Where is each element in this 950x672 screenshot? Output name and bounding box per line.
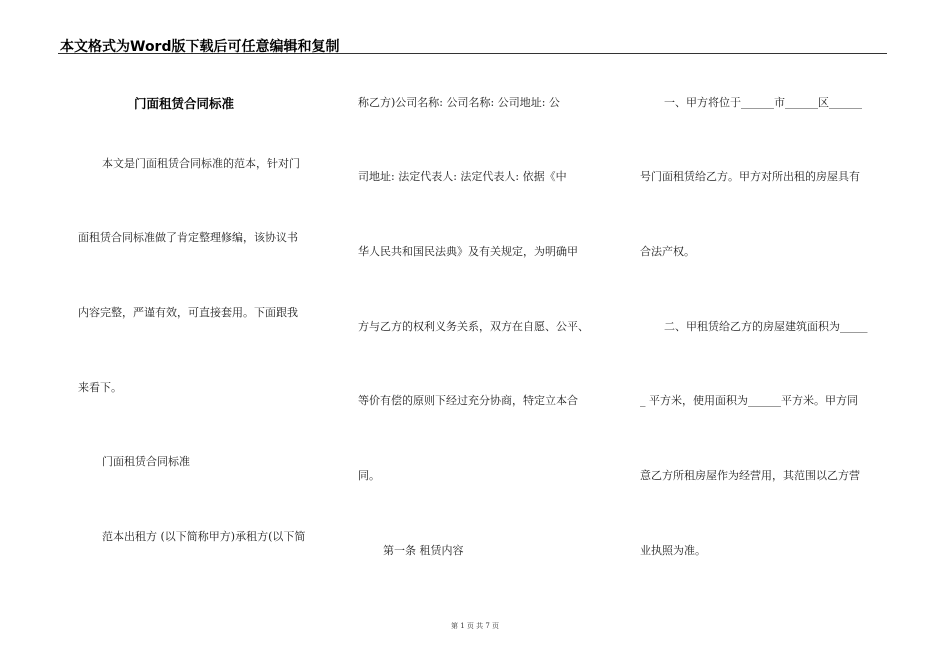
paragraph-line: 号门面租赁给乙方。甲方对所出租的房屋具有 [640, 170, 860, 183]
paragraph-line: 方与乙方的权利义务关系，双方在自愿、公平、 [358, 320, 589, 333]
paragraph-line: 等价有偿的原则下经过充分协商，特定立本合 [358, 394, 578, 407]
paragraph-line: 范本出租方 (以下简称甲方)承租方(以下简 [102, 530, 306, 543]
paragraph-line: 一、甲方将位于______市______区______ [664, 96, 862, 109]
document-title: 门面租赁合同标准 [134, 96, 235, 111]
paragraph-line: 面租赁合同标准做了肯定整理修编，该协议书 [78, 231, 298, 244]
page-footer: 第 1 页 共 7 页 [450, 622, 500, 630]
paragraph-line: 来看下。 [78, 381, 122, 394]
paragraph-line: 二、甲租赁给乙方的房屋建筑面积为_____ [664, 320, 868, 333]
paragraph-line: 司地址: 法定代表人: 法定代表人: 依据《中 [358, 170, 567, 183]
section-heading: 第一条 租赁内容 [383, 544, 464, 557]
page-header: 本文格式为Word版下载后可任意编辑和复制 [60, 39, 340, 55]
paragraph-line: 合法产权。 [640, 245, 695, 258]
paragraph-line: 华人民共和国民法典》及有关规定，为明确甲 [358, 245, 578, 258]
paragraph-line: 本文是门面租赁合同标准的范本，针对门 [102, 157, 300, 170]
paragraph-line: _ 平方米，使用面积为______平方米。甲方同 [640, 394, 858, 407]
paragraph-line: 称乙方)公司名称: 公司名称: 公司地址: 公 [358, 96, 560, 109]
paragraph-line: 门面租赁合同标准 [102, 455, 190, 468]
paragraph-line: 业执照为准。 [640, 544, 706, 557]
paragraph-line: 内容完整，严谨有效，可直接套用。下面跟我 [78, 306, 298, 319]
paragraph-line: 同。 [358, 469, 380, 482]
header-rule [58, 53, 887, 54]
paragraph-line: 意乙方所租房屋作为经营用，其范围以乙方营 [640, 469, 860, 482]
